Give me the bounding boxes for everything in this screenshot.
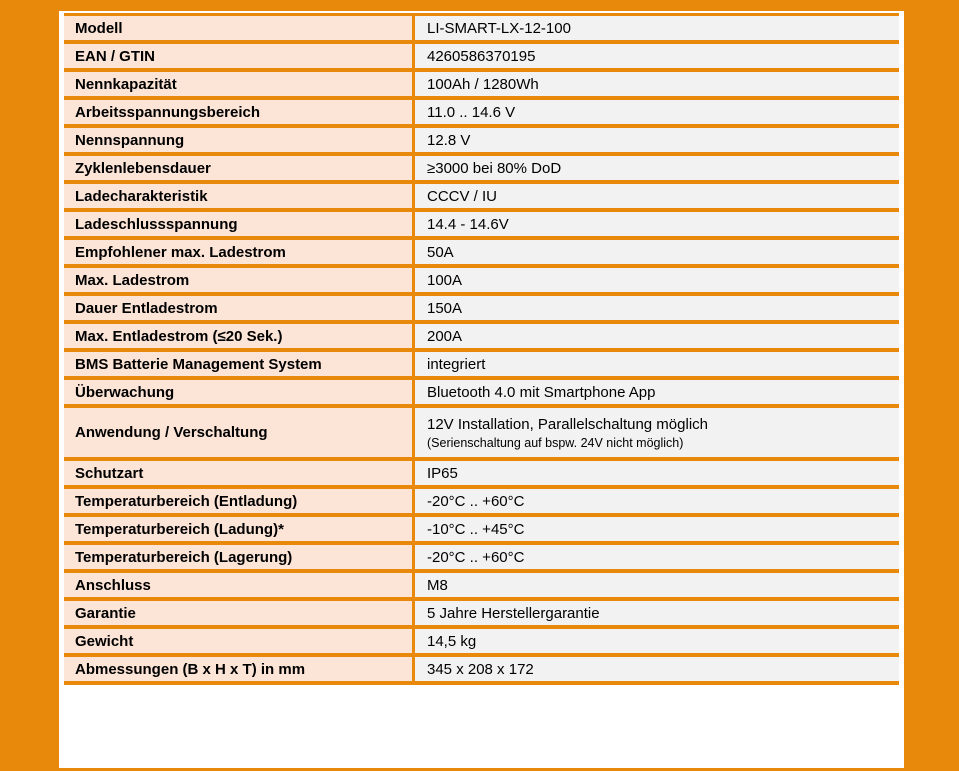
row-value: 11.0 .. 14.6 V: [415, 100, 899, 128]
row-value: 14,5 kg: [415, 629, 899, 657]
row-label: Modell: [64, 13, 415, 44]
spec-sheet: [59, 11, 904, 768]
row-label: Anschluss: [64, 573, 415, 601]
row-label: Gewicht: [64, 629, 415, 657]
table-row: [64, 128, 899, 156]
row-label: EAN / GTIN: [64, 44, 415, 72]
row-value-note: (Serienschaltung auf bspw. 24V nicht möglich): [427, 435, 684, 450]
table-row: [64, 268, 899, 296]
table-row: [64, 657, 899, 685]
table-row: [64, 489, 899, 517]
spec-table: [64, 13, 899, 685]
row-value: 200A: [415, 324, 899, 352]
row-value: 5 Jahre Herstellergarantie: [415, 601, 899, 629]
table-row: [64, 408, 899, 461]
table-row: [64, 629, 899, 657]
table-row: [64, 601, 899, 629]
row-label: Temperaturbereich (Ladung)*: [64, 517, 415, 545]
row-label: Max. Entladestrom (≤20 Sek.): [64, 324, 415, 352]
row-value: ≥3000 bei 80% DoD: [415, 156, 899, 184]
table-row: [64, 517, 899, 545]
row-value: 4260586370195: [415, 44, 899, 72]
row-label: Zyklenlebensdauer: [64, 156, 415, 184]
table-row: [64, 44, 899, 72]
row-value: -20°C .. +60°C: [415, 489, 899, 517]
row-label: Abmessungen (B x H x T) in mm: [64, 657, 415, 685]
row-value: -20°C .. +60°C: [415, 545, 899, 573]
table-row: [64, 573, 899, 601]
table-row: [64, 13, 899, 44]
row-value: 50A: [415, 240, 899, 268]
table-row: [64, 352, 899, 380]
row-label: Garantie: [64, 601, 415, 629]
row-label: BMS Batterie Management System: [64, 352, 415, 380]
table-row: [64, 461, 899, 489]
table-row: [64, 156, 899, 184]
row-label: Überwachung: [64, 380, 415, 408]
row-label: Empfohlener max. Ladestrom: [64, 240, 415, 268]
table-row: [64, 545, 899, 573]
row-label: Schutzart: [64, 461, 415, 489]
table-row: [64, 184, 899, 212]
row-value: 12.8 V: [415, 128, 899, 156]
row-value: 14.4 - 14.6V: [415, 212, 899, 240]
table-row: [64, 72, 899, 100]
row-value: CCCV / IU: [415, 184, 899, 212]
row-label: Temperaturbereich (Lagerung): [64, 545, 415, 573]
row-value: integriert: [415, 352, 899, 380]
table-row: [64, 212, 899, 240]
row-value: M8: [415, 573, 899, 601]
row-value: 150A: [415, 296, 899, 324]
row-label: Anwendung / Verschaltung: [64, 408, 415, 461]
row-value: 100Ah / 1280Wh: [415, 72, 899, 100]
row-label: Ladecharakteristik: [64, 184, 415, 212]
row-label: Dauer Entladestrom: [64, 296, 415, 324]
table-row: [64, 380, 899, 408]
row-value: 100A: [415, 268, 899, 296]
table-row: [64, 296, 899, 324]
row-value: -10°C .. +45°C: [415, 517, 899, 545]
table-row: [64, 100, 899, 128]
row-value-main: 12V Installation, Parallelschaltung möglich: [427, 415, 708, 433]
row-value: 345 x 208 x 172: [415, 657, 899, 685]
row-value: IP65: [415, 461, 899, 489]
row-label: Temperaturbereich (Entladung): [64, 489, 415, 517]
row-label: Nennkapazität: [64, 72, 415, 100]
table-row: [64, 324, 899, 352]
row-label: Nennspannung: [64, 128, 415, 156]
row-value: Bluetooth 4.0 mit Smartphone App: [415, 380, 899, 408]
row-label: Ladeschlussspannung: [64, 212, 415, 240]
row-label: Arbeitsspannungsbereich: [64, 100, 415, 128]
row-label: Max. Ladestrom: [64, 268, 415, 296]
row-value: [415, 408, 899, 461]
row-value: LI-SMART-LX-12-100: [415, 13, 899, 44]
table-row: [64, 240, 899, 268]
